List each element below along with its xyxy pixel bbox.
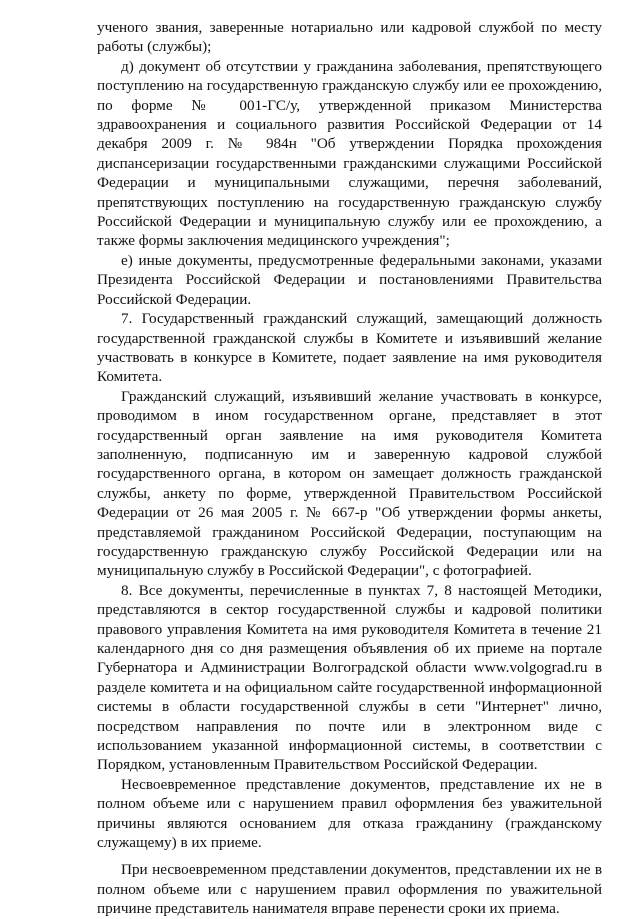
paragraph-late-submission: Несвоевременное представление документов, представление их не в полном объеме или с нарушением правил оформления без уважительной причины являются основанием для отказа гражданину (гражданскому служащему) в их приеме. — [97, 775, 602, 852]
paragraph-civil-servant: Гражданский служащий, изъявивший желание участвовать в конкурсе, проводимом в ином государственном органе, представляет в этот государственный орган заявление на имя руководителя Комитета заполненную, подписанную им и заверенную кадровой службой государственного органа, в котором он замещает должность гражданской службы, анкету по форме, утвержденной Правительством Российской Федерации от 26 мая 2005 г. № 667-р "Об утверждении формы анкеты, представляемой гражданином Российской Федерации, поступающим на государственную гражданскую службу Российской Федерации или на муниципальную службу в Российской Федерации", с фотографией. — [97, 387, 602, 580]
paragraph-8: 8. Все документы, перечисленные в пунктах 7, 8 настоящей Методики, представляются в сектор государственной службы и кадровой политики правового управления Комитета на имя руководителя Комитета в течение 21 календарного дня со дня размещения объявления об их приеме на портале Губернатора и Администрации Волгоградской области www.volgograd.ru в разделе комитета и на официальном сайте государственной информационной системы в области государственной службы в сети "Интернет" лично, посредством направления по почте или в электронном виде с использованием указанной информационной системы, в соответствии с Порядком, установленным Правительством Российской Федерации. — [97, 581, 602, 774]
document-page — [97, 18, 602, 919]
paragraph-7: 7. Государственный гражданский служащий, замещающий должность государственной гражданской службы в Комитете и изъявивший желание участвовать в конкурсе в Комитете, подает заявление на имя руководителя Комитета. — [97, 310, 602, 386]
paragraph-valid-reason: При несвоевременном представлении документов, представлении их не в полном объеме или с нарушением правил оформления по уважительной причине представитель нанимателя вправе перенести сроки их приема. — [97, 861, 602, 918]
paragraph-continuation: ученого звания, заверенные нотариально или кадровой службой по месту работы (службы); — [97, 19, 602, 56]
paragraph-item-d: д) документ об отсутствии у гражданина заболевания, препятствующего поступлению на государственную гражданскую службу или ее прохождению, по форме № 001-ГС/у, утвержденной приказом Министерства здравоохранения и социального развития Российской Федерации от 14 декабря 2009 г. № 984н "Об утверждении Порядка прохождения диспансеризации государственными гражданскими служащими Российской Федерации и муниципальными служащими, перечня заболеваний, препятствующих поступлению на государственную гражданскую службу Российской Федерации и муниципальную службу или ее прохождению, а также формы заключения медицинского учреждения"; — [97, 57, 602, 250]
paragraph-item-e: е) иные документы, предусмотренные федеральными законами, указами Президента Российской Федерации и постановлениями Правительства Российской Федерации. — [97, 251, 602, 308]
